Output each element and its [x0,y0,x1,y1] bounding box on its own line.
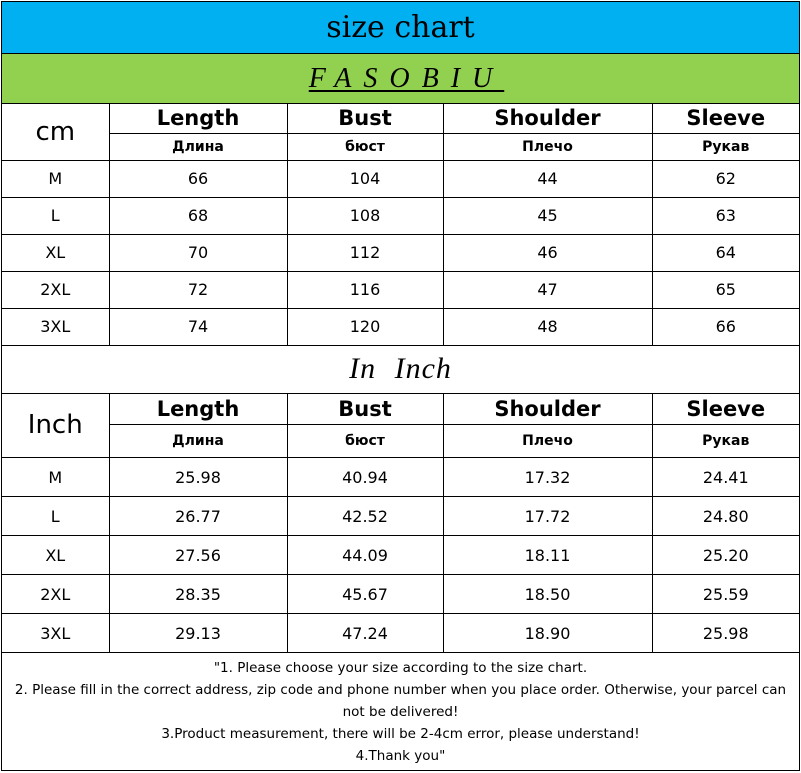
inch-header-sleeve-ru: Рукав [652,425,799,458]
table-row [2,575,799,614]
shoulder-cell: 18.50 [443,575,652,614]
size-notes [2,653,799,767]
bust-cell: 42.52 [287,497,443,536]
sleeve-cell: 65 [652,271,799,308]
note-line: "1. Please choose your size according to the size chart. [213,660,588,676]
cm-header-shoulder: Shoulder [443,104,652,133]
size-label: M [2,458,109,497]
inch-section-title: In Inch [2,346,799,394]
table-row [2,614,799,653]
sleeve-cell: 63 [652,197,799,234]
inch-header-shoulder: Shoulder [443,394,652,425]
table-row [2,497,799,536]
brand-name: FASOBIU [308,62,505,94]
cm-header-sleeve: Sleeve [652,104,799,133]
shoulder-cell: 45 [443,197,652,234]
sleeve-cell: 25.59 [652,575,799,614]
size-label: M [2,160,109,197]
length-cell: 27.56 [109,536,287,575]
size-label: XL [2,536,109,575]
bust-cell: 47.24 [287,614,443,653]
cm-header-length-ru: Длина [109,133,287,160]
sleeve-cell: 64 [652,234,799,271]
cm-size-table [2,104,799,346]
shoulder-cell: 18.11 [443,536,652,575]
shoulder-cell: 44 [443,160,652,197]
inch-header-bust-ru: бюст [287,425,443,458]
size-label: 3XL [2,308,109,345]
shoulder-cell: 18.90 [443,614,652,653]
size-label: L [2,497,109,536]
table-row [2,160,799,197]
size-chart-title: size chart [2,2,799,54]
sleeve-cell: 25.20 [652,536,799,575]
inch-header-sleeve: Sleeve [652,394,799,425]
sleeve-cell: 62 [652,160,799,197]
sleeve-cell: 66 [652,308,799,345]
inch-header-ru-row [2,425,799,458]
shoulder-cell: 46 [443,234,652,271]
cm-unit-label: cm [2,104,109,160]
bust-cell: 108 [287,197,443,234]
table-row [2,271,799,308]
size-label: XL [2,234,109,271]
length-cell: 68 [109,197,287,234]
table-row [2,234,799,271]
note-line: 3.Product measurement, there will be 2-4cm error, please understand! [161,726,640,742]
cm-header-ru-row [2,133,799,160]
length-cell: 66 [109,160,287,197]
cm-header-bust-ru: бюст [287,133,443,160]
bust-cell: 44.09 [287,536,443,575]
size-label: 2XL [2,271,109,308]
cm-header-sleeve-ru: Рукав [652,133,799,160]
table-row [2,536,799,575]
length-cell: 26.77 [109,497,287,536]
shoulder-cell: 17.32 [443,458,652,497]
cm-header-length: Length [109,104,287,133]
bust-cell: 40.94 [287,458,443,497]
note-line: 4.Thank you" [355,748,446,764]
sleeve-cell: 24.80 [652,497,799,536]
inch-header-shoulder-ru: Плечо [443,425,652,458]
shoulder-cell: 48 [443,308,652,345]
table-row [2,458,799,497]
note-line: 2. Please fill in the correct address, zip code and phone number when you place order. Otherwise, your parcel can not be delivered! [14,682,787,720]
inch-unit-label: Inch [2,394,109,458]
sleeve-cell: 24.41 [652,458,799,497]
length-cell: 72 [109,271,287,308]
inch-size-table [2,394,799,654]
inch-header-length-ru: Длина [109,425,287,458]
inch-header-length: Length [109,394,287,425]
size-label: 2XL [2,575,109,614]
bust-cell: 112 [287,234,443,271]
length-cell: 74 [109,308,287,345]
shoulder-cell: 17.72 [443,497,652,536]
shoulder-cell: 47 [443,271,652,308]
bust-cell: 116 [287,271,443,308]
size-chart-sheet [1,1,800,771]
inch-header-bust: Bust [287,394,443,425]
bust-cell: 104 [287,160,443,197]
brand-banner [2,54,799,104]
size-label: L [2,197,109,234]
length-cell: 25.98 [109,458,287,497]
bust-cell: 120 [287,308,443,345]
length-cell: 29.13 [109,614,287,653]
length-cell: 70 [109,234,287,271]
cm-header-shoulder-ru: Плечо [443,133,652,160]
table-row [2,197,799,234]
inch-header-row [2,394,799,425]
length-cell: 28.35 [109,575,287,614]
bust-cell: 45.67 [287,575,443,614]
size-label: 3XL [2,614,109,653]
cm-header-bust: Bust [287,104,443,133]
table-row [2,308,799,345]
cm-header-row [2,104,799,133]
sleeve-cell: 25.98 [652,614,799,653]
